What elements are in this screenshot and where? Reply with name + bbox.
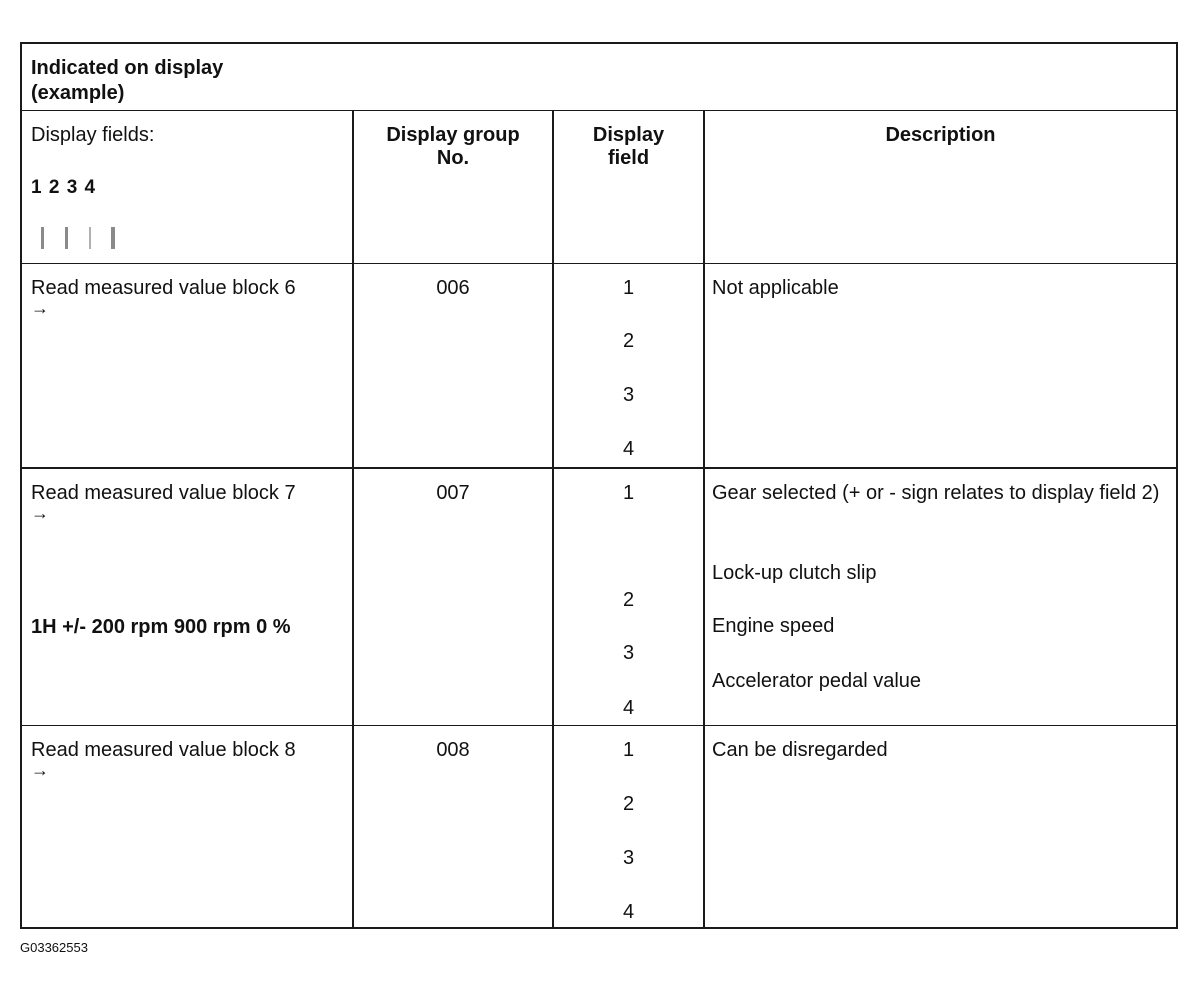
display-field-tick-4 [111,227,115,249]
table-row [22,726,1176,929]
sample-display-readout: 1H +/- 200 rpm 900 rpm 0 % [31,616,291,638]
field-number: 4 [622,697,635,719]
field-number: 1 [622,482,635,504]
group-no-cell [352,469,552,725]
block-label-cell [22,726,352,929]
description-text: Can be disregarded [712,739,888,761]
table-title-line-2: (example) [31,82,125,104]
header-field-line-2: field [607,147,650,169]
display-field-tick-3 [89,227,91,249]
display-field-tick-1 [41,227,44,249]
field-cell [552,726,703,929]
header-group-no-line-1: Display group [386,124,520,146]
table-row [22,469,1176,726]
block-label: Read measured value block 7 [31,482,296,504]
description-text: Lock-up clutch slip [712,562,877,584]
arrow-right-icon: → [31,298,49,318]
field-number: 3 [622,847,635,869]
header-field-line-1: Display [592,124,665,146]
measured-value-table [20,42,1178,929]
field-number: 2 [622,330,635,352]
description-text: Accelerator pedal value [712,670,922,692]
field-number: 4 [622,438,635,460]
block-label: Read measured value block 8 [31,739,296,761]
group-no: 008 [436,739,470,761]
arrow-right-icon: → [31,503,49,523]
description-cell [703,264,1176,467]
description-text: Engine speed [712,615,835,637]
block-label-cell [22,469,352,725]
header-description: Description [885,124,996,146]
block-label: Read measured value block 6 [31,277,296,299]
field-cell [552,469,703,725]
group-no-cell [352,726,552,929]
group-no: 006 [436,277,470,299]
arrow-right-icon: → [31,760,49,780]
header-group-no-line-2: No. [436,147,470,169]
table-header-row [22,111,1176,264]
block-label-cell [22,264,352,467]
header-field-cell [552,111,703,263]
display-fields-numbers: 1 2 3 4 [31,177,97,198]
display-fields-label: Display fields: [31,124,155,146]
table-title-row [22,44,1176,111]
description-text: Gear selected (+ or - sign relates to display field 2) [712,482,1160,504]
description-text: Not applicable [712,277,839,299]
field-number: 2 [622,793,635,815]
field-number: 4 [622,901,635,923]
table-title [31,56,223,106]
field-number: 1 [622,739,635,761]
table-row [22,264,1176,469]
header-group-no [354,123,552,171]
field-cell [552,264,703,467]
description-cell [703,726,1176,929]
header-group-no-cell [352,111,552,263]
description-cell [703,469,1176,725]
field-number: 3 [622,384,635,406]
field-number: 3 [622,642,635,664]
table-title-line-1: Indicated on display [31,57,224,79]
group-no: 007 [436,482,470,504]
header-field [554,123,703,171]
figure-code: G03362553 [20,940,88,955]
header-description-cell [703,111,1176,263]
field-number: 2 [622,589,635,611]
header-display-fields-cell [22,111,352,263]
group-no-cell [352,264,552,467]
display-field-tick-2 [65,227,68,249]
field-number: 1 [622,277,635,299]
